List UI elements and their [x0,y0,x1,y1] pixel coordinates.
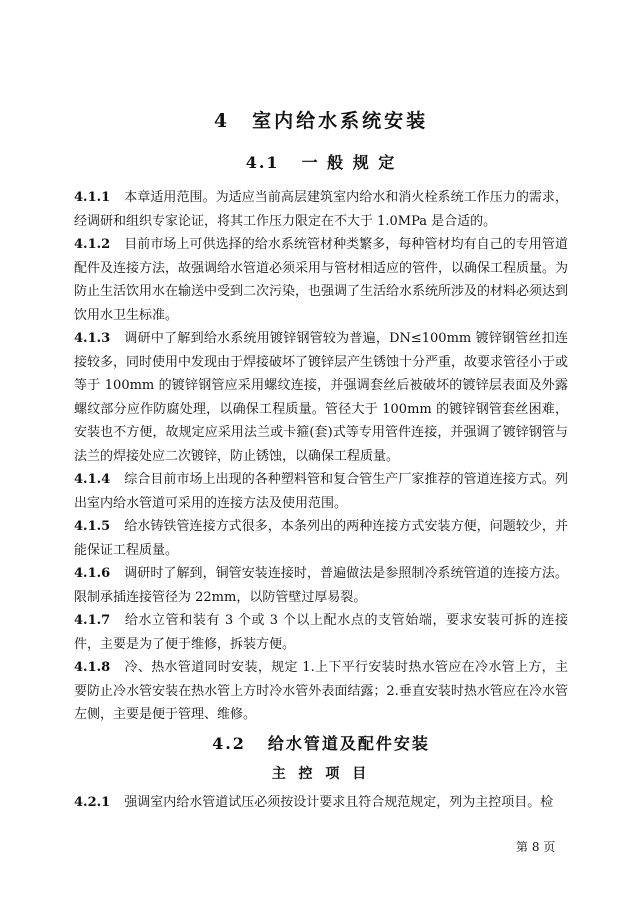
clause-number: 4.1.2 [74,237,111,252]
chapter-title-text: 室内给水系统安装 [252,110,429,132]
clause-text: 目前市场上可供选择的给水系统管材种类繁多，每种管材均有自己的专用管道配件及连接方法，故强调给水管道必须采用与管材相适应的管件，以确保工程质量。为防止生活饮用水在输送中受到二次污染，也强调了生活给水系统所涉及的材料必须达到饮用水卫生标准。 [74,237,569,323]
clause-text: 本章适用范围。为适应当前高层建筑室内给水和消火栓系统工作压力的需求，经调研和组织专家论证，将其工作压力限定在不大于 1.0MPa 是合适的。 [74,190,568,229]
clause-number: 4.1.3 [74,331,111,346]
section-title-4-1 [74,152,568,174]
chapter-number: 4 [213,110,231,132]
clause-number: 4.1.4 [74,472,111,487]
chapter-title [74,108,568,134]
clause-4-1-5 [74,515,568,562]
clause-text: 给水立管和装有 3 个或 3 个以上配水点的支管始端，要求安装可拆的连接件，主要是为了便于维修，拆装方便。 [74,613,568,652]
clause-4-1-8 [74,656,568,727]
page-number: 第 8 页 [516,840,556,854]
page-content [74,108,568,814]
section-title-text: 一 般 规 定 [301,153,397,172]
clause-number: 4.2.1 [74,794,111,810]
clause-text: 给水铸铁管连接方式很多，本条列出的两种连接方式安装方便，问题较少，并能保证工程质量。 [74,519,568,558]
clause-4-1-6 [74,562,568,609]
clause-4-1-4 [74,468,568,515]
clause-text: 冷、热水管道同时安装，规定 1.上下平行安装时热水管应在冷水管上方，主要防止冷水管安装在热水管上方时冷水管外表面结露；2.垂直安装时热水管应在冷水管左侧，主要是便于管理、维修。 [74,660,568,722]
clause-number: 4.1.8 [74,660,111,675]
section-number: 4.1 [245,153,280,172]
subsection-title: 主 控 项 目 [271,765,371,782]
clause-4-1-1 [74,186,568,233]
clause-number: 4.1.6 [74,566,111,581]
clause-number: 4.1.5 [74,519,111,534]
clause-4-1-3 [74,327,568,468]
section-title-text: 给水管道及配件安装 [267,733,430,753]
clause-text: 调研时了解到，铜管安装连接时，普遍做法是参照制冷系统管道的连接方法。限制承插连接管径为 22mm，以防管壁过厚易裂。 [74,566,568,605]
clause-text: 调研中了解到给水系统用镀锌钢管较为普遍，DN≤100mm 镀锌钢管丝扣连接较多，同时使用中发现由于焊接破坏了镀锌层产生锈蚀十分严重，故要求管径小于或等于 100mm 的镀锌钢管应采用螺纹连接，并强调套丝后被破坏的镀锌层表面及外露螺纹部分应作防腐处理，以确保工程质量。管径大于 100mm 的镀锌钢管套丝困难，安装也不方便，故规定应采用法兰或卡箍(套)式等专用管件连接，并强调了镀锌钢管与法兰的焊接处应二次镀锌，防止锈蚀，以确保工程质量。 [74,331,569,464]
section-title-4-2 [74,733,568,755]
clause-4-1-7 [74,609,568,656]
clause-number: 4.1.1 [74,190,111,205]
clause-text: 综合目前市场上出现的各种塑料管和复合管生产厂家推荐的管道连接方式。列出室内给水管道可采用的连接方法及使用范围。 [74,472,568,511]
clause-4-2-1 [74,791,568,815]
clause-text: 强调室内给水管道试压必须按设计要求且符合规范规定，列为主控项目。检 [124,794,554,810]
clause-4-1-2 [74,233,568,327]
clause-number: 4.1.7 [74,613,111,628]
section-number: 4.2 [212,733,246,753]
